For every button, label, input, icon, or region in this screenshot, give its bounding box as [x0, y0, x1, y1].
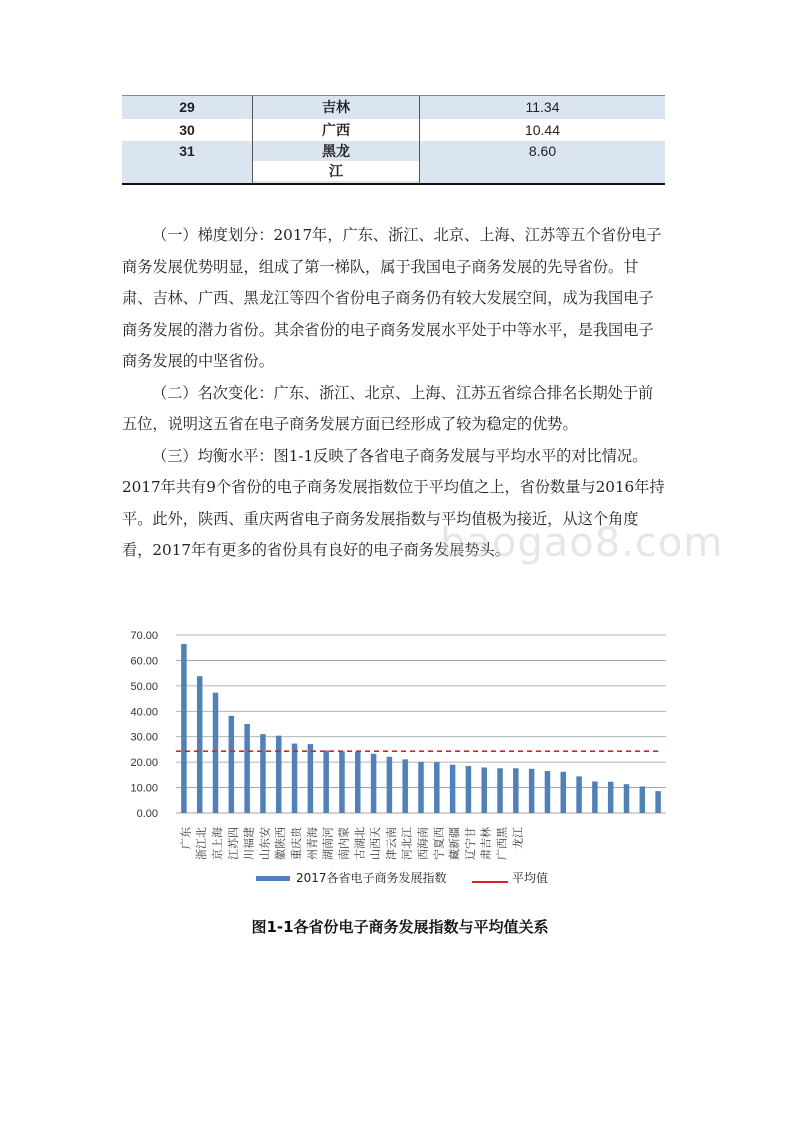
y-tick-label: 50.00	[130, 680, 158, 693]
x-tick-label: 西海南	[416, 827, 430, 860]
bar-北京	[213, 693, 219, 813]
table-row	[122, 141, 665, 183]
figure-caption: 图1-1各省份电子商务发展指数与平均值关系	[251, 918, 549, 936]
bar-黑龙江	[655, 791, 661, 813]
bar-宁夏	[545, 771, 551, 813]
x-axis-tick-labels	[178, 826, 524, 860]
bar-贵州	[355, 752, 361, 813]
x-tick-label: 湖南河	[321, 827, 335, 860]
bar-广东	[181, 644, 187, 813]
table-row	[122, 119, 665, 141]
x-tick-label: 龙江	[511, 827, 525, 849]
x-tick-label: 浙江北	[195, 827, 209, 860]
bar-上海	[229, 716, 235, 813]
bar-福建	[276, 736, 282, 813]
rank-cell: 31	[122, 141, 253, 183]
paragraph-rank-change: （二）名次变化：广东、浙江、北京、上海、江苏五省综合排名长期处于前五位，说明这五省在电子商务发展方面已经形成了较为稳定的优势。	[122, 383, 654, 433]
x-tick-label: 宁夏西	[432, 827, 446, 860]
body-text	[122, 220, 667, 567]
y-axis-tick-labels	[130, 630, 158, 820]
table-row	[122, 96, 665, 119]
bar-四川	[260, 734, 266, 813]
x-tick-label: 重庆贵	[290, 827, 304, 860]
y-tick-label: 60.00	[130, 655, 158, 668]
bar-江西	[513, 768, 519, 813]
bar-安徽	[308, 744, 314, 813]
paragraph-gradient: （一）梯度划分：2017年，广东、浙江、北京、上海、江苏等五个省份电子商务发展优势明显，组成了第一梯队，属于我国电子商务发展的先导省份。甘肃、吉林、广西、黑龙江等四个省份电子商务仍有较大发展空间，成为我国电子商务发展的潜力省份。其余省份的电子商务发展水平处于中等水平，是我国电子商务发展的中坚省份。	[122, 226, 662, 370]
province-cell: 广西	[253, 119, 420, 141]
bar-西藏	[561, 772, 567, 813]
bar-湖南	[387, 757, 393, 813]
x-tick-label: 津云南	[384, 827, 398, 860]
bar-天津	[466, 766, 472, 813]
bar-新疆	[576, 776, 582, 813]
bar-广西	[640, 786, 646, 813]
bar-云南	[481, 767, 487, 813]
x-tick-label: 徽陕西	[274, 827, 288, 860]
province-line-2: 江	[253, 161, 419, 181]
x-tick-label: 南内蒙	[337, 827, 351, 860]
bar-河北	[497, 768, 503, 813]
legend-label-index: 2017各省电子商务发展指数	[296, 871, 447, 885]
province-line-1: 黑龙	[253, 141, 419, 161]
legend-swatch-index	[256, 876, 290, 881]
x-tick-label: 山东安	[258, 827, 272, 860]
x-tick-label: 广西黑	[495, 827, 509, 860]
bar-浙江	[197, 676, 203, 813]
y-tick-label: 10.00	[130, 782, 158, 795]
bar-海南	[529, 769, 535, 813]
y-tick-label: 70.00	[130, 630, 158, 642]
province-cell: 吉林	[253, 96, 420, 119]
rank-cell: 29	[122, 96, 253, 119]
bar-重庆	[339, 751, 345, 813]
x-tick-label: 古湖北	[353, 827, 367, 860]
bar-甘肃	[608, 782, 614, 813]
x-tick-label: 山西天	[369, 827, 383, 860]
score-cell: 11.34	[525, 99, 560, 115]
x-tick-label: 河北江	[400, 827, 414, 860]
bar-山东	[292, 744, 298, 813]
y-tick-label: 0.00	[136, 808, 158, 820]
x-tick-label: 州青海	[305, 827, 319, 860]
y-tick-label: 40.00	[130, 706, 158, 719]
x-tick-label: 江苏四	[226, 827, 240, 860]
bar-山西	[450, 765, 456, 813]
x-tick-label: 辽宁甘	[463, 827, 477, 860]
legend-label-average: 平均值	[512, 871, 549, 885]
y-tick-label: 20.00	[130, 757, 158, 770]
x-tick-label: 肃吉林	[479, 827, 493, 860]
x-tick-label: 藏新疆	[448, 827, 462, 860]
y-tick-label: 30.00	[130, 731, 158, 744]
province-cell	[253, 141, 420, 183]
ranking-table-fragment	[122, 95, 665, 185]
table-bottom-rule	[122, 183, 665, 185]
x-tick-label: 川福建	[242, 827, 256, 860]
x-tick-label: 京上海	[211, 827, 225, 860]
bar-河南	[402, 759, 408, 813]
chart-legend	[256, 870, 548, 885]
bar-陕西	[323, 750, 329, 813]
bar-吉林	[624, 784, 630, 813]
rank-cell: 30	[122, 119, 253, 141]
bar-辽宁	[592, 781, 598, 813]
score-cell: 10.44	[524, 122, 561, 138]
bar-江苏	[244, 724, 250, 813]
province-index-bar-chart	[120, 620, 680, 895]
watermark: baogao8.com	[440, 520, 724, 566]
bar-青海	[371, 754, 377, 813]
x-tick-label: 广东	[179, 827, 193, 849]
bar-湖北	[434, 762, 440, 813]
bar-内蒙古	[418, 762, 424, 813]
paragraph-balance: （三）均衡水平：图1-1反映了各省电子商务发展与平均水平的对比情况。2017年共有9个省份的电子商务发展指数位于平均值之上，省份数量与2016年持平。此外，陕西、重庆两省电子商务发展指数与平均值极为接近，从这个角度看，2017年有更多的省份具有良好的电子商务发展势头。	[122, 446, 665, 559]
score-cell: 8.60	[528, 143, 557, 159]
